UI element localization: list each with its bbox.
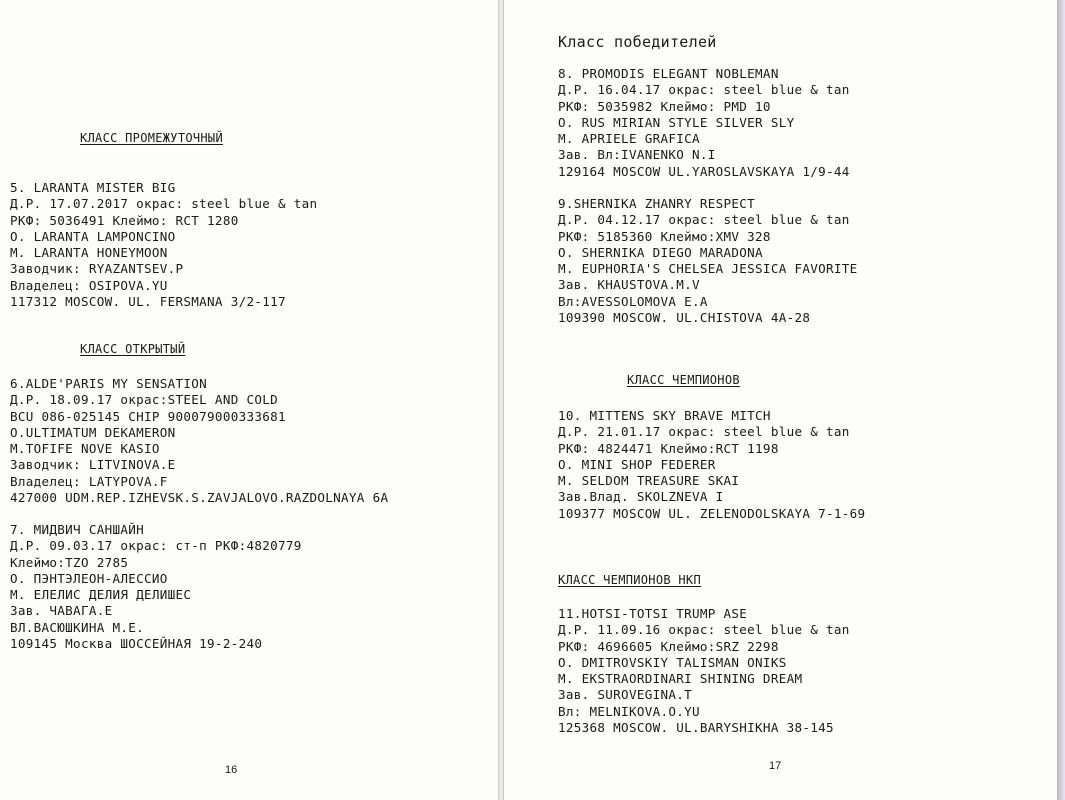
entry-line: РКФ: 5035982 Клеймо: PMD 10 — [558, 98, 771, 114]
entry-line: Клеймо:TZO 2785 — [10, 554, 129, 570]
entry-line: 6.ALDE'PARIS MY SENSATION — [10, 376, 208, 391]
section-heading-champions-class: КЛАСС ЧЕМПИОНОВ — [627, 373, 740, 387]
entry-line: О. LARANTA LAMPONCINO — [10, 228, 176, 244]
right-page — [503, 0, 1057, 800]
entry-line: М. EUPHORIA'S CHELSEA JESSICA FAVORITE — [558, 261, 858, 277]
entry-line: Заводчик: RYAZANTSEV.P — [10, 261, 184, 277]
entry-line: Вл:AVESSOLOMOVA E.A — [558, 293, 708, 309]
dog-entry-10 — [558, 408, 865, 522]
entry-line: Вл: MELNIKOVA.O.YU — [558, 703, 700, 719]
entry-line: О. ПЭНТЭЛЕОН-АЛЕССИО — [10, 570, 168, 586]
entry-line: Д.Р. 04.12.17 окрас: steel blue & tan — [558, 212, 850, 228]
entry-line: Д.Р. 16.04.17 окрас: steel blue & tan — [558, 82, 850, 98]
entry-line: Зав. Вл:IVANENKO N.I — [558, 147, 716, 163]
entry-line: Владелец: LATYPOVA.F — [10, 473, 168, 489]
entry-line: М. LARANTA HONEYMOON — [10, 245, 168, 261]
entry-line: Заводчик: LITVINOVA.E — [10, 457, 176, 473]
dog-entry-7 — [10, 522, 302, 652]
dog-entry-9 — [558, 196, 858, 326]
section-heading-open-class: КЛАСС ОТКРЫТЫЙ — [80, 342, 186, 356]
winners-class-title: Класс победителей — [558, 33, 717, 51]
page-number-right: 17 — [769, 760, 782, 772]
entry-line: 11.HOTSI-TOTSI TRUMP ASE — [558, 606, 748, 621]
entry-line: О. MINI SHOP FEDERER — [558, 456, 716, 472]
entry-line: М. ЕЛЕЛИС ДЕЛИЯ ДЕЛИШЕС — [10, 587, 192, 603]
entry-line: 9.SHERNIKA ZHANRY RESPECT — [558, 196, 756, 211]
section-heading-nkp-champions-class: КЛАСС ЧЕМПИОНОВ НКП — [558, 573, 701, 587]
left-page — [0, 0, 500, 800]
entry-line: BCU 086-025145 CHIP 900079000333681 — [10, 408, 286, 424]
entry-line: O.ULTIMATUM DEKAMERON — [10, 424, 176, 440]
dog-entry-5 — [10, 180, 317, 310]
dog-entry-8 — [558, 66, 850, 180]
entry-line: ВЛ.ВАСЮШКИНА М.Е. — [10, 619, 144, 635]
entry-line: 109145 Москва ШОССЕЙНАЯ 19-2-240 — [10, 636, 263, 652]
cover-edge — [1057, 0, 1065, 800]
entry-line: О. DMITROVSKIY TALISMAN ONIKS — [558, 654, 787, 670]
section-heading-intermediate-class: КЛАСС ПРОМЕЖУТОЧНЫЙ — [80, 131, 223, 145]
entry-line: 7. МИДВИЧ САНШАЙН — [10, 522, 144, 537]
entry-line: О. SHERNIKA DIEGO MARADONA — [558, 244, 763, 260]
entry-line: РКФ: 5185360 Клеймо:XMV 328 — [558, 228, 771, 244]
dog-entry-6 — [10, 376, 388, 506]
entry-line: 109390 MOSCOW. UL.CHISTOVA 4A-28 — [558, 310, 811, 326]
entry-line: РКФ: 4696605 Клеймо:SRZ 2298 — [558, 638, 779, 654]
entry-line: Владелец: OSIPOVA.YU — [10, 277, 168, 293]
entry-line: Зав. SUROVEGINA.T — [558, 687, 692, 703]
entry-line: Д.Р. 17.07.2017 окрас: steel blue & tan — [10, 196, 318, 212]
entry-line: Д.Р. 11.09.16 окрас: steel blue & tan — [558, 622, 850, 638]
entry-line: 427000 UDM.REP.IZHEVSK.S.ZAVJALOVO.RAZDOLNAYA 6A — [10, 490, 389, 506]
entry-line: РКФ: 4824471 Клеймо:RCT 1198 — [558, 440, 779, 456]
entry-line: Д.Р. 21.01.17 окрас: steel blue & tan — [558, 424, 850, 440]
entry-line: 8. PROMODIS ELEGANT NOBLEMAN — [558, 66, 779, 81]
entry-line: 129164 MOSCOW UL.YAROSLAVSKAYA 1/9-44 — [558, 163, 850, 179]
entry-line: 5. LARANTA MISTER BIG — [10, 180, 176, 195]
dog-entry-11 — [558, 606, 850, 736]
entry-line: 10. MITTENS SKY BRAVE MITCH — [558, 408, 771, 423]
entry-line: 117312 MOSCOW. UL. FERSMANA 3/2-117 — [10, 294, 286, 310]
entry-line: M.TOFIFE NOVE KASIO — [10, 441, 160, 457]
entry-line: Д.Р. 09.03.17 окрас: ст-п РКФ:4820779 — [10, 538, 302, 554]
entry-line: Зав. ЧАВАГА.Е — [10, 603, 113, 619]
entry-line: Зав.Влад. SKOLZNEVA I — [558, 489, 724, 505]
page-number-left: 16 — [225, 764, 238, 776]
entry-line: О. RUS MIRIAN STYLE SILVER SLY — [558, 114, 795, 130]
entry-line: М. APRIELE GRAFICA — [558, 131, 700, 147]
entry-line: М. SELDOM TREASURE SKAI — [558, 473, 740, 489]
entry-line: 109377 MOSCOW UL. ZELENODOLSKAYA 7-1-69 — [558, 505, 866, 521]
entry-line: Зав. KHAUSTOVA.M.V — [558, 277, 700, 293]
entry-line: М. EKSTRAORDINARI SHINING DREAM — [558, 671, 803, 687]
entry-line: 125368 MOSCOW. UL.BARYSHIKHA 38-145 — [558, 720, 834, 736]
entry-line: Д.Р. 18.09.17 окрас:STEEL AND COLD — [10, 392, 278, 408]
entry-line: РКФ: 5036491 Клеймо: RCT 1280 — [10, 212, 239, 228]
